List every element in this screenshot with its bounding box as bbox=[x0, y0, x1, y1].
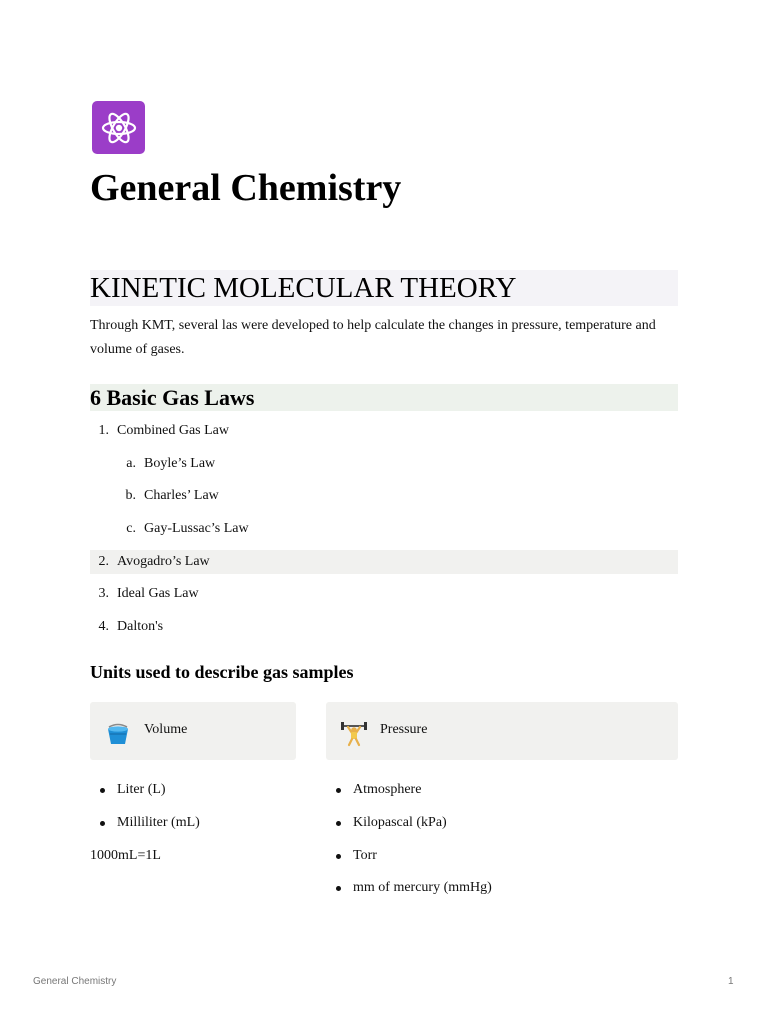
list-marker: b. bbox=[125, 488, 136, 503]
list-marker: 2. bbox=[98, 554, 109, 569]
list-item-label: Charles’ Law bbox=[144, 488, 219, 503]
list-marker: c. bbox=[126, 521, 136, 536]
volume-conversion-note: 1000mL=1L bbox=[90, 848, 161, 863]
intro-paragraph: Through KMT, several las were developed to help calculate the changes in pressure, temperature and volume of gases. bbox=[90, 318, 656, 357]
pressure-unit: Torr bbox=[353, 848, 377, 863]
bucket-icon bbox=[104, 719, 132, 747]
list-item-label: Combined Gas Law bbox=[117, 423, 229, 438]
list-item bbox=[90, 454, 215, 474]
volume-unit: Milliliter (mL) bbox=[117, 815, 200, 830]
gas-laws-heading: 6 Basic Gas Laws bbox=[90, 385, 255, 410]
bullet-dot bbox=[336, 886, 341, 891]
footer-title: General Chemistry bbox=[33, 976, 117, 987]
list-item bbox=[90, 421, 229, 441]
weightlifter-icon bbox=[340, 719, 368, 747]
list-item-label: Gay-Lussac’s Law bbox=[144, 521, 249, 536]
pressure-callout bbox=[326, 702, 678, 760]
list-item-label: Avogadro’s Law bbox=[117, 554, 210, 569]
bullet-dot bbox=[336, 854, 341, 859]
list-item bbox=[326, 813, 447, 833]
list-item bbox=[326, 878, 492, 898]
list-item bbox=[90, 584, 199, 604]
pressure-unit: Kilopascal (kPa) bbox=[353, 815, 447, 830]
bullet-dot bbox=[100, 821, 105, 826]
page-title: General Chemistry bbox=[90, 167, 402, 209]
volume-unit: Liter (L) bbox=[117, 782, 166, 797]
page-number: 1 bbox=[728, 976, 734, 987]
list-item bbox=[90, 486, 219, 506]
list-item bbox=[90, 519, 249, 539]
bullet-dot bbox=[336, 788, 341, 793]
volume-callout bbox=[90, 702, 296, 760]
list-item bbox=[90, 813, 200, 833]
atom-icon bbox=[92, 101, 145, 154]
list-item-label: Boyle’s Law bbox=[144, 456, 216, 471]
bullet-dot bbox=[336, 821, 341, 826]
list-marker: 4. bbox=[98, 619, 109, 634]
list-item bbox=[90, 780, 166, 800]
list-item bbox=[90, 617, 163, 637]
pressure-label: Pressure bbox=[380, 722, 428, 737]
list-marker: 3. bbox=[98, 586, 109, 601]
units-heading: Units used to describe gas samples bbox=[90, 662, 354, 682]
list-item bbox=[326, 846, 377, 866]
list-marker: 1. bbox=[98, 423, 109, 438]
list-item bbox=[90, 552, 210, 572]
list-item-label: Dalton's bbox=[117, 619, 164, 634]
section-heading: KINETIC MOLECULAR THEORY bbox=[90, 272, 517, 304]
pressure-unit: Atmosphere bbox=[353, 782, 422, 797]
bullet-dot bbox=[100, 788, 105, 793]
pressure-unit: mm of mercury (mmHg) bbox=[353, 880, 492, 895]
list-item bbox=[326, 780, 421, 800]
volume-label: Volume bbox=[144, 722, 188, 737]
list-item-label: Ideal Gas Law bbox=[117, 586, 199, 601]
list-marker: a. bbox=[126, 456, 136, 471]
